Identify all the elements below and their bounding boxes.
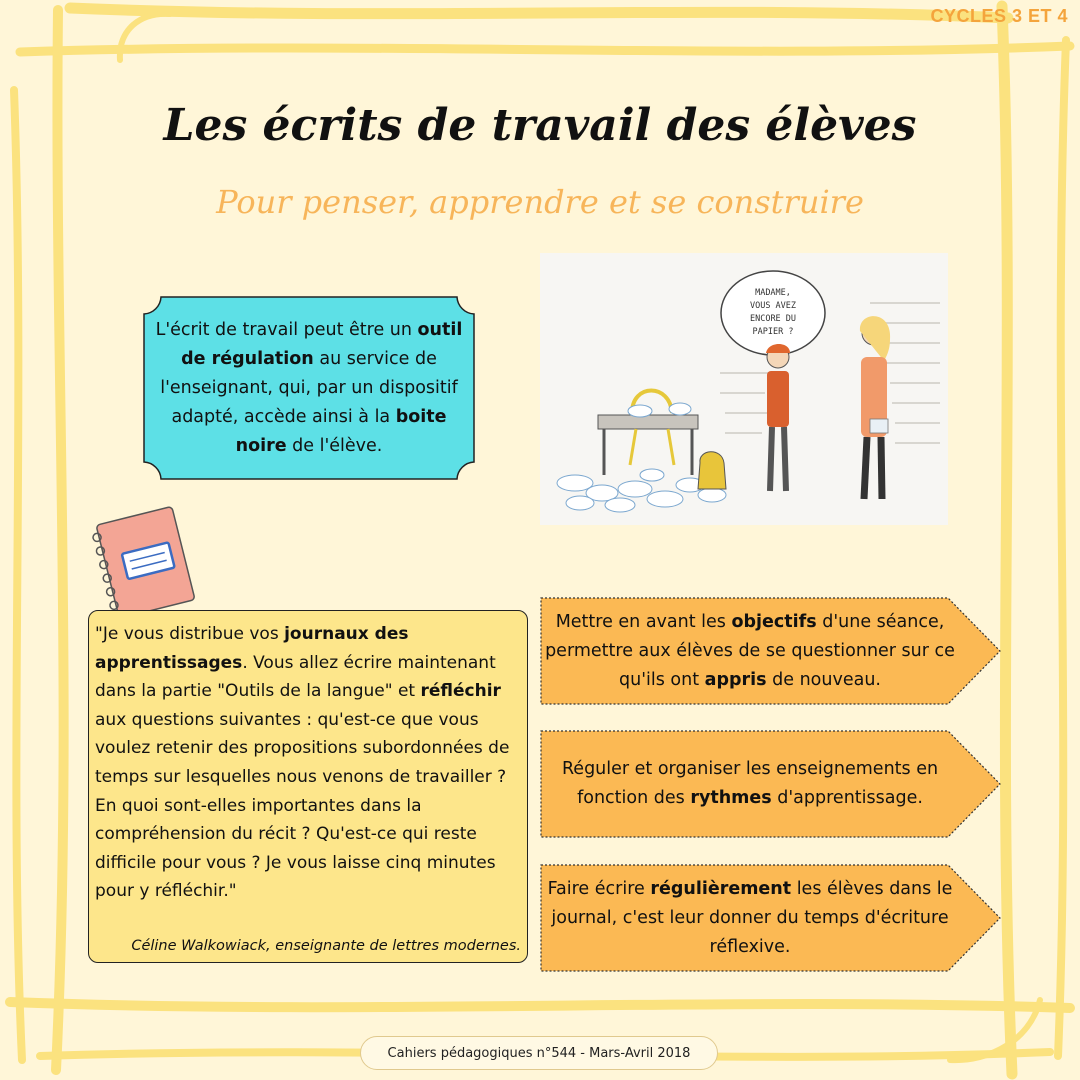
definition-card bbox=[143, 296, 475, 480]
svg-text:MADAME,: MADAME, bbox=[755, 288, 791, 298]
definition-text: L'écrit de travail peut être un outil de régulation au service de l'enseignant, qui, par un dispositif adapté, accède ainsi à la boite noire de l'élève. bbox=[155, 320, 463, 456]
svg-text:VOUS AVEZ: VOUS AVEZ bbox=[749, 301, 797, 311]
arrow-box-rhythms bbox=[540, 730, 1002, 838]
definition-keyword-1: outil de régulation bbox=[181, 320, 463, 369]
arrow-text-regular-writing: Faire écrire régulièrement les élèves dans le journal, c'est leur donner du temps d'écriture réflexive. bbox=[547, 878, 953, 957]
arrow-text-objectives: Mettre en avant les objectifs d'une séance, permettre aux élèves de se questionner sur ce qu'ils ont appris de nouveau. bbox=[545, 611, 955, 690]
notebook-icon bbox=[92, 500, 202, 618]
teacher-quote-card bbox=[88, 610, 528, 963]
quote-keyword-1: journaux des apprentissages bbox=[95, 624, 409, 673]
source-footer: Cahiers pédagogiques n°544 - Mars-Avril 2018 bbox=[360, 1036, 718, 1070]
arrow-text-rhythms: Réguler et organiser les enseignements en fonction des rythmes d'apprentissage. bbox=[561, 759, 939, 808]
cycles-label: CYCLES 3 ET 4 bbox=[930, 6, 1068, 26]
quote-keyword-2: réfléchir bbox=[420, 681, 501, 702]
page-title: Les écrits de travail des élèves bbox=[163, 100, 917, 151]
svg-text:ENCORE DU: ENCORE DU bbox=[749, 314, 797, 324]
svg-text:PAPIER ?: PAPIER ? bbox=[752, 327, 794, 337]
arrow-box-regular-writing bbox=[540, 864, 1002, 972]
quote-text: "Je vous distribue vos journaux des apprentissages. Vous allez écrire maintenant dans la partie "Outils de la langue" et réfléchir aux questions suivantes : qu'est-ce que vous voulez retenir des propositions subordonnées de temps sur lesquelles nous venons de travailler ? En quoi sont-elles importantes dans la compréhension du récit ? Qu'est-ce qui reste difficile pour vous ? Je vous laisse cinq minutes pour y réfléchir." bbox=[95, 624, 510, 902]
page-subtitle: Pour penser, apprendre et se construire bbox=[216, 183, 864, 221]
arrow-box-objectives bbox=[540, 597, 1002, 705]
definition-keyword-2: boite noire bbox=[235, 407, 447, 456]
cartoon-illustration bbox=[540, 253, 948, 525]
quote-author: Céline Walkowiack, enseignante de lettres modernes. bbox=[131, 938, 521, 954]
